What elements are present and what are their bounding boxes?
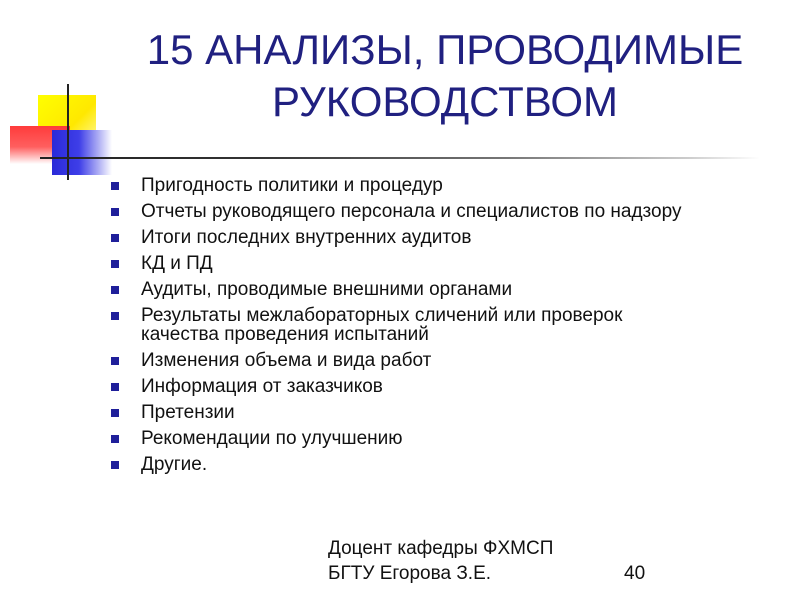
bullet-item bbox=[108, 351, 788, 370]
decorative-vertical-line bbox=[67, 84, 69, 180]
bullet-square-icon bbox=[111, 286, 119, 294]
bullet-square-icon bbox=[111, 234, 119, 242]
bullet-text: Аудиты, проводимые внешними органами bbox=[141, 279, 513, 300]
decorative-blue-square bbox=[52, 130, 112, 175]
bullet-item bbox=[108, 455, 788, 474]
bullet-item bbox=[108, 228, 788, 247]
slide-title-line-2: РУКОВОДСТВОМ bbox=[271, 78, 619, 125]
bullet-square-icon bbox=[111, 208, 119, 216]
footer-author-line-2: БГТУ Егорова З.Е. bbox=[328, 563, 492, 584]
bullet-text: КД и ПД bbox=[141, 253, 213, 274]
bullet-text: Изменения объема и вида работ bbox=[141, 350, 432, 371]
bullet-item bbox=[108, 429, 788, 448]
bullet-item bbox=[108, 176, 788, 195]
slide-title bbox=[90, 24, 800, 128]
bullet-item bbox=[108, 377, 788, 396]
bullet-item bbox=[108, 306, 788, 344]
footer-author bbox=[328, 536, 553, 586]
bullet-text: Итоги последних внутренних аудитов bbox=[141, 227, 472, 248]
bullet-square-icon bbox=[111, 435, 119, 443]
bullet-text: Отчеты руководящего персонала и специалистов по надзору bbox=[141, 201, 682, 222]
bullet-square-icon bbox=[111, 260, 119, 268]
bullet-item bbox=[108, 280, 788, 299]
bullet-text-continuation: качества проведения испытаний bbox=[141, 324, 429, 345]
title-divider-line bbox=[40, 157, 760, 159]
bullet-item bbox=[108, 254, 788, 273]
bullet-text: Другие. bbox=[141, 454, 208, 475]
bullet-square-icon bbox=[111, 182, 119, 190]
bullet-text: Информация от заказчиков bbox=[141, 376, 383, 397]
bullet-text: Пригодность политики и процедур bbox=[141, 175, 443, 196]
bullet-square-icon bbox=[111, 383, 119, 391]
bullet-square-icon bbox=[111, 409, 119, 417]
bullet-square-icon bbox=[111, 357, 119, 365]
bullet-text: Результаты межлабораторных сличений или проверок bbox=[141, 305, 623, 326]
slide-title-line-1: 15 АНАЛИЗЫ, ПРОВОДИМЫЕ bbox=[146, 26, 744, 73]
bullet-square-icon bbox=[111, 461, 119, 469]
bullet-text: Претензии bbox=[141, 402, 235, 423]
bullet-list bbox=[108, 176, 788, 481]
bullet-item bbox=[108, 202, 788, 221]
page-number: 40 bbox=[624, 563, 646, 584]
bullet-text: Рекомендации по улучшению bbox=[141, 428, 403, 449]
bullet-square-icon bbox=[111, 312, 119, 320]
footer-author-line-1: Доцент кафедры ФХМСП bbox=[328, 538, 554, 559]
bullet-item bbox=[108, 403, 788, 422]
